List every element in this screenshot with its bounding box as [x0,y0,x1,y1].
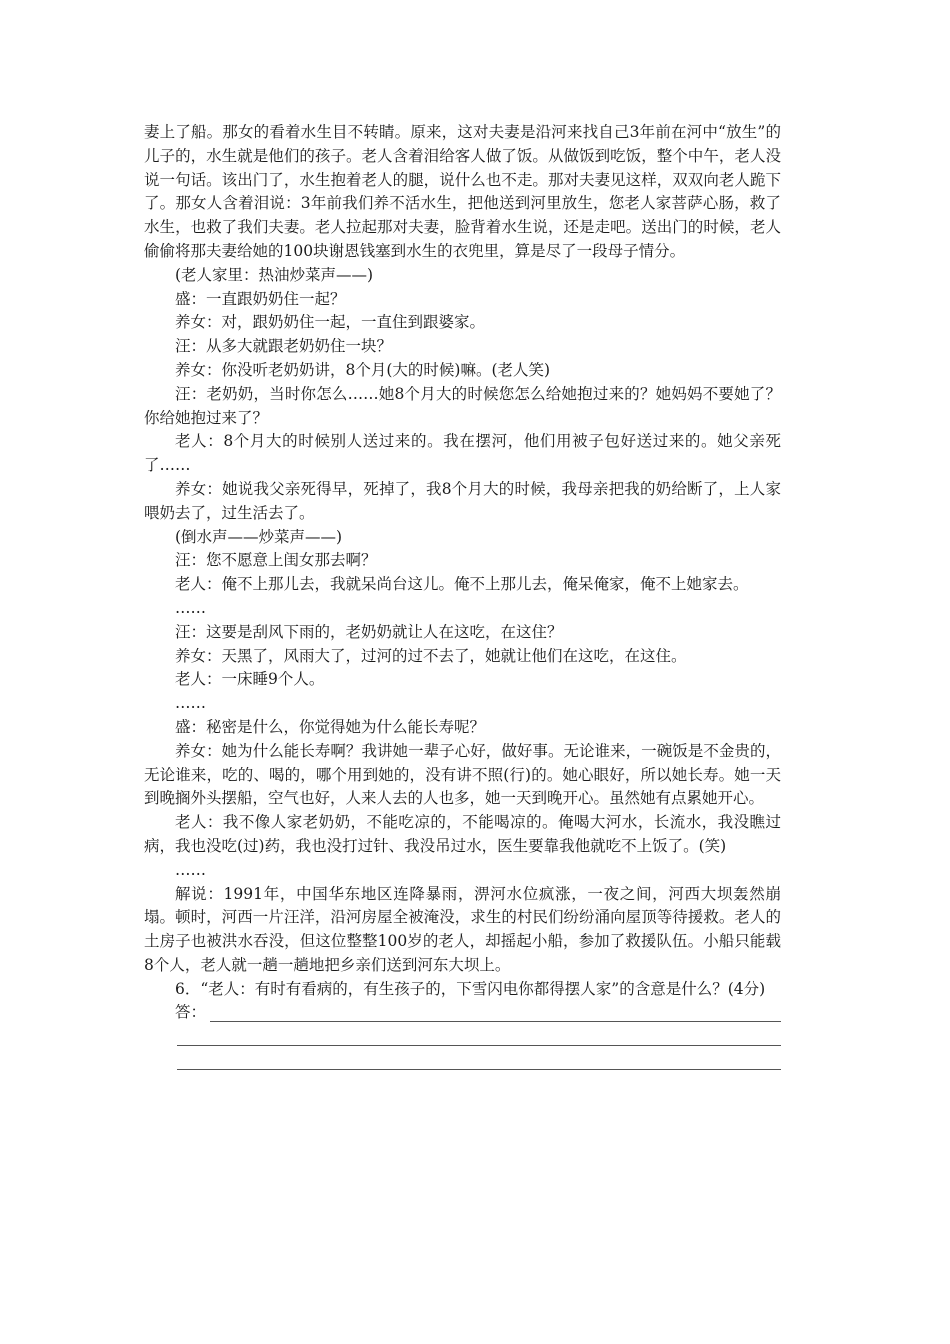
ellipsis: …… [175,860,206,879]
paragraph: 妻上了船。那女的看着水生目不转睛。原来，这对夫妻是沿河来找自己3年前在河中“放生”的儿子的，水生就是他们的孩子。老人含着泪给客人做了饭。从做饭到吃饭，整个中午，老人没说一句话。该出门了，水生抱着老人的腿，说什么也不走。那对夫妻见这样，双双向老人跪下了。那女人含着泪说：3年前我们养不活水生，把他送到河里放生，您老人家菩萨心肠，救了水生，也救了我们夫妻。老人拉起那对夫妻，脸背着水生说，还是走吧。送出门的时候，老人偷偷将那夫妻给她的100块谢恩钱塞到水生的衣兜里，算是尽了一段母子情分。 [144,123,781,260]
paragraph: 老人：我不像人家老奶奶，不能吃凉的，不能喝凉的。俺喝大河水，长流水，我没瞧过病，我也没吃(过)药，我也没打过针、我没吊过水，医生要靠我他就吃不上饭了。(笑) [144,813,781,855]
paragraph: 老人：8个月大的时候别人送过来的。我在摆河，他们用被子包好送过来的。她父亲死了…… [144,432,781,475]
answer-rule [177,1069,781,1070]
paragraph: 汪：这要是刮风下雨的，老奶奶就让人在这吃，在这住？ [175,622,563,641]
ellipsis: …… [175,694,206,713]
answer-label: 答： [175,1003,207,1022]
paragraph: 汪：老奶奶，当时你怎么……她8个月大的时候您怎么给她抱过来的？她妈妈不要她了？你给她抱过来了？ [144,384,781,427]
paragraph: 汪：您不愿意上闺女那去啊？ [175,551,377,570]
paragraph: 汪：从多大就跟老奶奶住一块？ [175,337,393,356]
paragraph: 养女：对，跟奶奶住一起，一直住到跟婆家。 [175,313,486,332]
paragraph: 养女：你没听老奶奶讲，8个月(大的时候)嘛。(老人笑) [175,360,551,379]
answer-line[interactable] [144,1049,781,1073]
paragraph: 养女：天黑了，风雨大了，过河的过不去了，她就让他们在这吃，在这住。 [175,646,687,665]
answer-rule [177,1045,781,1046]
question-6: 6．“老人：有时有看病的，有生孩子的，下雪闪电你都得摆人家”的含意是什么？(4分) [175,979,766,998]
paragraph: 盛：秘密是什么，你觉得她为什么能长寿呢？ [175,717,486,736]
document-page [144,121,781,1073]
paragraph: 养女：她为什么能长寿啊？我讲她一辈子心好，做好事。无论谁来，一碗饭是不金贵的，无论谁来，吃的、喝的，哪个用到她的，没有讲不照(行)的。她心眼好，所以她长寿。她一天到晚搁外头摆船，空气也好，人来人去的人也多，她一天到晚开心。虽然她有点累她开心。 [144,741,781,808]
paragraph: (老人家里：热油炒菜声——) [175,265,374,284]
paragraph: 盛：一直跟奶奶住一起？ [175,289,346,308]
ellipsis: …… [175,598,206,617]
paragraph: 老人：俺不上那儿去，我就呆尚台这儿。俺不上那儿去，俺呆俺家，俺不上她家去。 [175,575,749,594]
paragraph: (倒水声——炒菜声——) [175,527,343,546]
paragraph: 老人：一床睡9个人。 [175,670,325,689]
paragraph: 解说：1991年，中国华东地区连降暴雨，淠河水位疯涨，一夜之间，河西大坝轰然崩塌。顿时，河西一片汪洋，沿河房屋全被淹没，求生的村民们纷纷涌向屋顶等待援救。老人的土房子也被洪水吞没，但这位整整100岁的老人，却摇起小船，参加了救援队伍。小船只能载8个人，老人就一趟一趟地把乡亲们送到河东大坝上。 [144,884,781,974]
answer-line[interactable] [144,1001,781,1025]
answer-rule [210,1021,781,1022]
answer-line[interactable] [144,1025,781,1049]
paragraph: 养女：她说我父亲死得早，死掉了，我8个月大的时候，我母亲把我的奶给断了，上人家喂奶去了，过生活去了。 [144,479,781,522]
